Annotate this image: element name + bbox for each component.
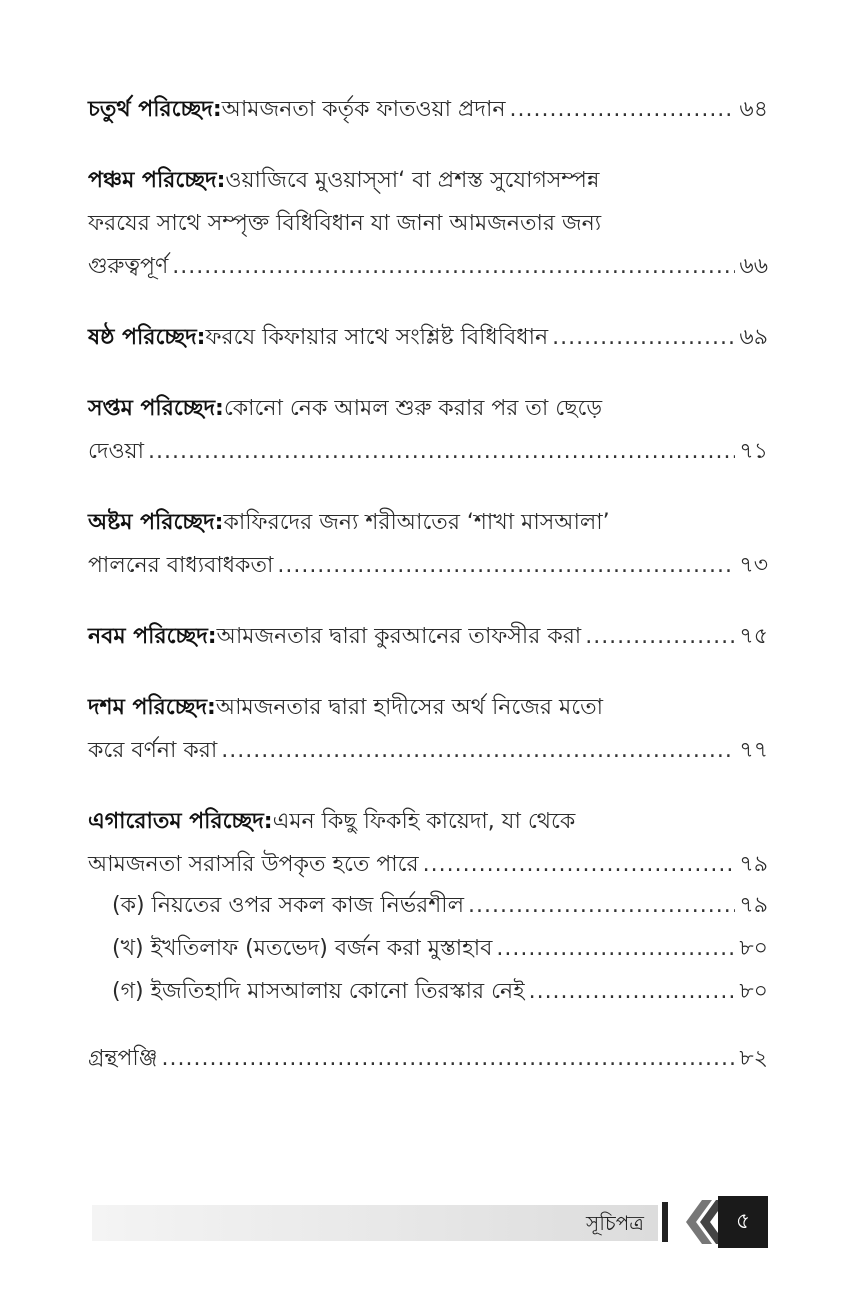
footer-divider [662,1202,668,1242]
dot-leader [468,884,735,927]
dot-leader [423,843,736,886]
dot-leader [162,1037,736,1080]
page-number: ৭৯ [739,893,768,918]
toc-entry-chapter-9[interactable] [88,615,768,658]
chapter-title-continued: ফরযের সাথে সম্পৃক্ত বিধিবিধান যা জানা আমজনতার জন্য [88,211,602,236]
page-number: ৭৫ [739,624,768,649]
footer-section-label: সূচিপত্র [586,1211,644,1235]
dot-leader [221,729,735,772]
toc-entry-bibliography[interactable] [88,1037,768,1080]
toc-entry-chapter-11[interactable] [88,800,768,886]
dot-leader [148,430,735,473]
toc-entry-chapter-10[interactable] [88,686,768,772]
chapter-title-continued: আমজনতা সরাসরি উপকৃত হতে পারে [88,852,419,877]
sub-entry-title: (ক) নিয়তের ওপর সকল কাজ নির্ভরশীল [112,893,464,918]
dot-leader [172,245,735,288]
toc-sub-entry[interactable] [88,927,768,970]
footer-bar [92,1205,658,1241]
toc-entry-chapter-5[interactable] [88,159,768,288]
chapter-heading: এগারোতম পরিচ্ছেদ: [88,809,273,834]
page-number: ৭৩ [739,553,768,578]
sub-entries [88,884,768,1013]
chapter-title: আমজনতা কর্তৃক ফাতওয়া প্রদান [221,97,506,122]
chapter-title: ফরযে কিফায়ার সাথে সংশ্লিষ্ট বিধিবিধান [205,325,549,350]
page-number: ৬৪ [739,97,768,122]
chapter-heading: অষ্টম পরিচ্ছেদ: [88,510,224,535]
page-number: ৭৭ [739,738,768,763]
dot-leader [529,970,736,1013]
bibliography-title: গ্রন্থপঞ্জি [88,1046,158,1071]
table-of-contents [88,88,768,1108]
chapter-title-continued: পালনের বাধ্যবাধকতা [88,553,274,578]
dot-leader [277,544,735,587]
chapter-heading: সপ্তম পরিচ্ছেদ: [88,396,224,421]
dot-leader [496,927,735,970]
dot-leader [509,88,735,131]
chapter-heading: চতুর্থ পরিচ্ছেদ: [88,97,222,122]
chapter-heading: দশম পরিচ্ছেদ: [88,695,216,720]
toc-sub-entry[interactable] [88,970,768,1013]
chapter-title: এমন কিছু ফিকহি কায়েদা, যা থেকে [272,809,576,834]
page-number: ৮০ [739,979,768,1004]
sub-entry-title: (খ) ইখতিলাফ (মতভেদ) বর্জন করা মুস্তাহাব [112,936,493,961]
chapter-heading: নবম পরিচ্ছেদ: [88,624,217,649]
page-number: ৬৯ [739,325,768,350]
toc-entry-chapter-7[interactable] [88,387,768,473]
chapter-title: কোনো নেক আমল শুরু করার পর তা ছেড়ে [223,396,603,421]
page-number-box [718,1196,768,1248]
page-number: ৮০ [739,936,768,961]
chapter-title: আমজনতার দ্বারা হাদীসের অর্থ নিজের মতো [215,695,603,720]
page-number: ৭৯ [739,852,768,877]
dot-leader [552,316,735,359]
toc-entry-chapter-4[interactable] [88,88,768,131]
chapter-heading: ষষ্ঠ পরিচ্ছেদ: [88,325,206,350]
page-number: ৬৬ [739,254,768,279]
chapter-title-continued: দেওয়া [88,439,145,464]
page-number: ৭১ [739,439,768,464]
dot-leader [585,615,735,658]
chapter-title: কাফিরদের জন্য শরীআতের ‘শাখা মাসআলা’ [223,510,610,535]
chapter-title-continued: গুরুত্বপূর্ণ [88,254,169,279]
sub-entry-title: (গ) ইজতিহাদি মাসআলায় কোনো তিরস্কার নেই [112,979,525,1004]
chapter-title-continued: করে বর্ণনা করা [88,738,218,763]
chapter-title: আমজনতার দ্বারা কুরআনের তাফসীর করা [216,624,582,649]
toc-sub-entry[interactable] [88,884,768,927]
chapter-title: ওয়াজিবে মুওয়াস্সা‘ বা প্রশস্ত সুযোগসম্পন্ন [225,168,600,193]
toc-entry-chapter-6[interactable] [88,316,768,359]
chapter-heading: পঞ্চম পরিচ্ছেদ: [88,168,226,193]
toc-entry-chapter-8[interactable] [88,501,768,587]
page-number: ৮২ [739,1046,768,1071]
footer-page-number: ৫ [735,1208,751,1234]
